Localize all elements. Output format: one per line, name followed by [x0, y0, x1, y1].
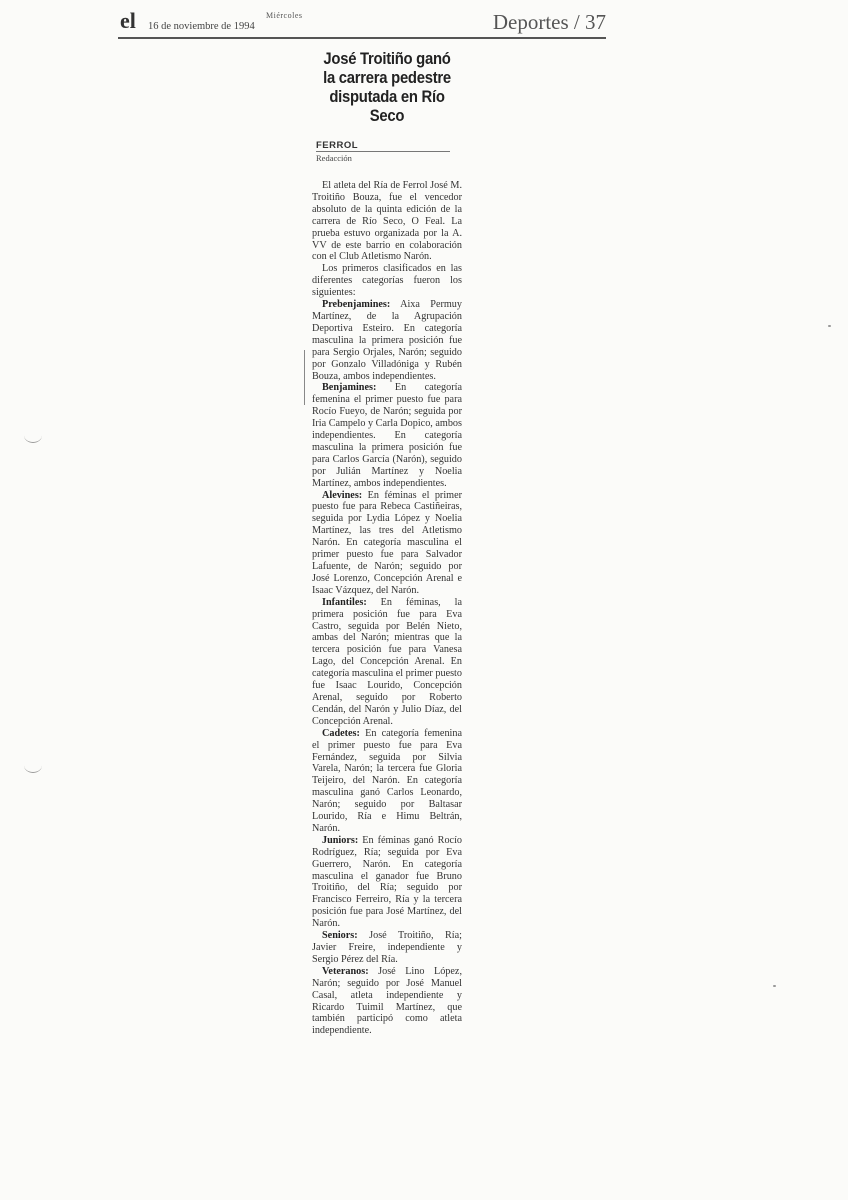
category-label: Juniors: — [322, 834, 359, 846]
article-paragraph — [312, 597, 462, 728]
category-label: Seniors: — [322, 930, 358, 942]
article-paragraph — [312, 299, 462, 382]
punch-hole-mark — [24, 758, 42, 773]
paragraph-text: En féminas, la primera posición fue para Eva Castro, seguida por Belén Nieto, ambas del Narón; mientras que la tercera posición fue para Vanesa Lago, del Concepción Arenal. En categoría masculina el primer puesto fue Isaac Lourido, Concepción Arenal, seguido por Roberto Cendán, del Narón y Julio Díaz, del Concepción Arenal. — [312, 596, 462, 727]
paragraph-text: En categoría femenina el primer puesto fue para Rocío Fueyo, de Narón; seguida por Iria Campelo y Carla Dopico, ambos independientes. En categoría masculina la primera posición fue para Carlos García (Narón), seguido por Julián Martínez y Noelia Martínez, ambos independientes. — [312, 382, 462, 489]
article-paragraph — [312, 180, 462, 263]
scan-speck — [828, 325, 831, 327]
issue-date: 16 de noviembre de 1994 — [148, 21, 255, 32]
paragraph-text: En categoría femenina el primer puesto fue para Eva Fernández, seguida por Silvia Varela, Narón; la tercera fue Gloria Teijeiro, del Narón. En categoría masculina ganó Carlos Leonardo, Narón; seguido por Baltasar Lourido, Ría e Himu Beltrán, Narón. — [312, 727, 462, 834]
paragraph-text: En féminas ganó Rocío Rodríguez, Ría; seguida por Eva Guerrero, Narón. En categoría masculina el ganador fue Bruno Troitiño, del Ría; seguido por Francisco Ferreiro, Ría y la tercera posición fue para José Martínez, del Narón. — [312, 834, 462, 930]
masthead — [118, 6, 606, 40]
article-paragraph — [312, 728, 462, 835]
paragraph-text: José Lino López, Narón; seguido por José Manuel Casal, atleta independiente y Ricardo Tuimil Martínez, que también participó como atleta independiente. — [312, 965, 462, 1037]
article — [312, 50, 462, 1037]
punch-hole-mark — [24, 428, 42, 443]
section-page: Deportes / 37 — [492, 10, 606, 34]
category-label: Cadetes: — [322, 727, 360, 739]
paragraph-text: Aixa Permuy Martínez, de la Agrupación Deportiva Esteiro. En categoría masculina la primera posición fue para Sergio Orjales, Narón; seguido por Gonzalo Villadóniga y Rubén Bouza, ambos independientes. — [312, 299, 462, 382]
scan-speck — [773, 985, 776, 987]
paragraph-text: Los primeros clasificados en las diferentes categorías fueron los siguientes: — [312, 263, 462, 299]
category-label: Infantiles: — [322, 596, 367, 608]
article-paragraph — [312, 930, 462, 966]
article-paragraph — [312, 382, 462, 489]
article-body — [312, 180, 462, 1037]
paragraph-text: En féminas el primer puesto fue para Rebeca Castiñeiras, seguida por Lydia López y Noelia Martínez, las tres del Atletismo Narón. En categoría masculina el primer puesto fue para Salvador Lafuente, de Narón; seguido por José Lorenzo, Concepción Arenal e Isaac Vázquez, del Narón. — [312, 489, 462, 596]
category-label: Veteranos: — [322, 965, 369, 977]
article-paragraph — [312, 966, 462, 1037]
byline — [312, 140, 462, 164]
paragraph-text: José Troitiño, Ría; Javier Freire, independiente y Sergio Pérez del Ría. — [312, 930, 462, 965]
byline-author: Redacción — [316, 153, 352, 163]
margin-mark — [304, 350, 305, 405]
weekday: Miércoles — [266, 11, 303, 20]
article-paragraph — [312, 490, 462, 597]
category-label: Alevines: — [322, 489, 363, 501]
masthead-rule — [118, 37, 606, 39]
newspaper-logo: el — [120, 8, 136, 33]
article-paragraph — [312, 835, 462, 930]
paragraph-text: El atleta del Ría de Ferrol José M. Troitiño Bouza, fue el vencedor absoluto de la quinta edición de la carrera de Río Seco, O Feal. La prueba estuvo organizada por la A. VV de este barrio en colaboración con el Club Atletismo Narón. — [312, 180, 462, 263]
article-paragraph — [312, 263, 462, 299]
category-label: Prebenjamines: — [322, 299, 391, 311]
dateline-city: FERROL — [316, 140, 450, 152]
category-label: Benjamines: — [322, 382, 377, 394]
article-headline: José Troitiño ganó la carrera pedestre disputada en Río Seco — [323, 50, 451, 125]
